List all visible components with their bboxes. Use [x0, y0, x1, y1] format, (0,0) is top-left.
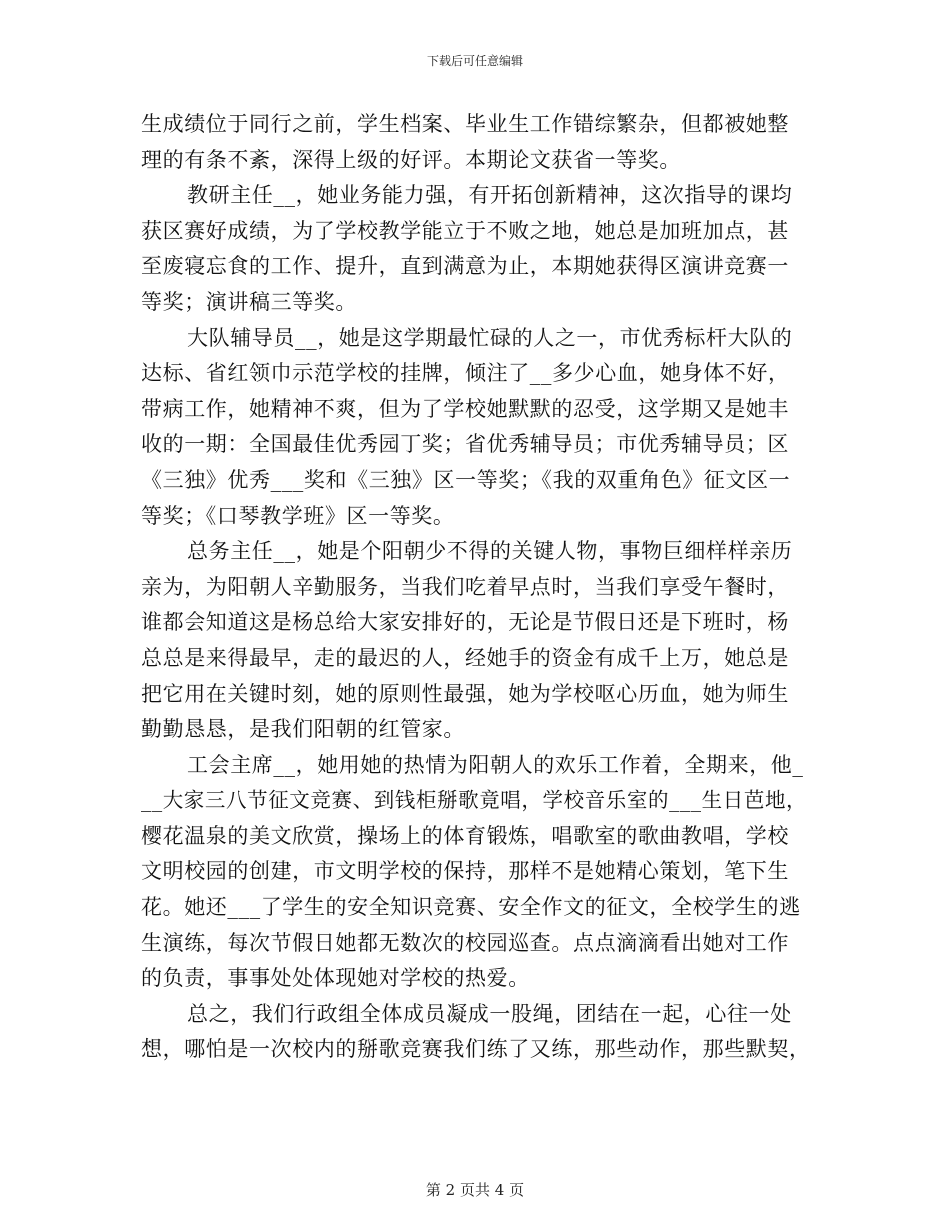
text-line: 生演练，每次节假日她都无数次的校园巡查。点点滴滴看出她对工作	[141, 930, 789, 955]
text-line: 大队辅导员__，她是这学期最忙碌的人之一，市优秀标杆大队的	[187, 325, 793, 350]
text-line: 想，哪怕是一次校内的掰歌竞赛我们练了又练，那些动作，那些默契，	[141, 1037, 811, 1062]
text-line: 至废寝忘食的工作、提升，直到满意为止，本期她获得区演讲竞赛一	[141, 254, 789, 279]
text-line: 等奖；《口琴教学班》区一等奖。	[141, 503, 455, 528]
text-line: 教研主任__，她业务能力强，有开拓创新精神，这次指导的课均	[187, 183, 793, 208]
document-body	[141, 107, 811, 1068]
text-line: 达标、省红领巾示范学校的挂牌，倾注了__多少心血，她身体不好，	[141, 361, 790, 386]
text-line: 樱花温泉的美文欣赏，操场上的体育锻炼，唱歌室的歌曲教唱，学校	[141, 823, 789, 848]
text-line: 谁都会知道这是杨总给大家安排好的，无论是节假日还是下班时，杨	[141, 610, 789, 635]
text-line: 带病工作，她精神不爽，但为了学校她默默的忍受，这学期又是她丰	[141, 396, 789, 421]
text-line: 生成绩位于同行之前，学生档案、毕业生工作错综繁杂，但都被她整	[141, 112, 789, 136]
text-line: 理的有条不紊，深得上级的好评。本期论文获省一等奖。	[141, 147, 681, 172]
page-header: 下载后可任意编辑	[426, 54, 523, 68]
text-line: 勤勤恳恳，是我们阳朝的红管家。	[141, 717, 465, 742]
text-line: 总总是来得最早，走的最迟的人，经她手的资金有成千上万，她总是	[141, 645, 789, 670]
text-line: 工会主席__，她用她的热情为阳朝人的欢乐工作着，全期来，他_	[187, 752, 804, 777]
text-line: 《三独》优秀___奖和《三独》区一等奖；《我的双重角色》征文区一	[141, 467, 791, 492]
text-line: 收的一期：全国最佳优秀园丁奖；省优秀辅导员；市优秀辅导员；区	[141, 432, 789, 457]
text-line: __大家三八节征文竞赛、到钱柜掰歌竟唱，学校音乐室的___生日芭地，	[141, 788, 808, 813]
text-line: 花。她还___了学生的安全知识竞赛、安全作文的征文，全校学生的逃	[141, 895, 801, 920]
text-line: 的负责，事事处处体现她对学校的热爱。	[141, 966, 530, 991]
text-line: 获区赛好成绩，为了学校教学能立于不败之地，她总是加班加点，甚	[141, 218, 789, 243]
text-line: 等奖；演讲稿三等奖。	[141, 289, 357, 314]
text-line: 文明校园的创建，市文明学校的保持，那样不是她精心策划，笔下生	[141, 859, 789, 884]
text-line: 总务主任__，她是个阳朝少不得的关键人物，事物巨细样样亲历	[187, 539, 793, 564]
page-footer: 第 2 页共 4 页	[425, 1181, 525, 1199]
text-line: 亲为，为阳朝人辛勤服务，当我们吃着早点时，当我们享受午餐时，	[141, 574, 789, 599]
text-line: 把它用在关键时刻，她的原则性最强，她为学校呕心历血，她为师生	[141, 681, 789, 706]
text-line: 总之，我们行政组全体成员凝成一股绳，团结在一起，心往一处	[187, 1001, 792, 1026]
